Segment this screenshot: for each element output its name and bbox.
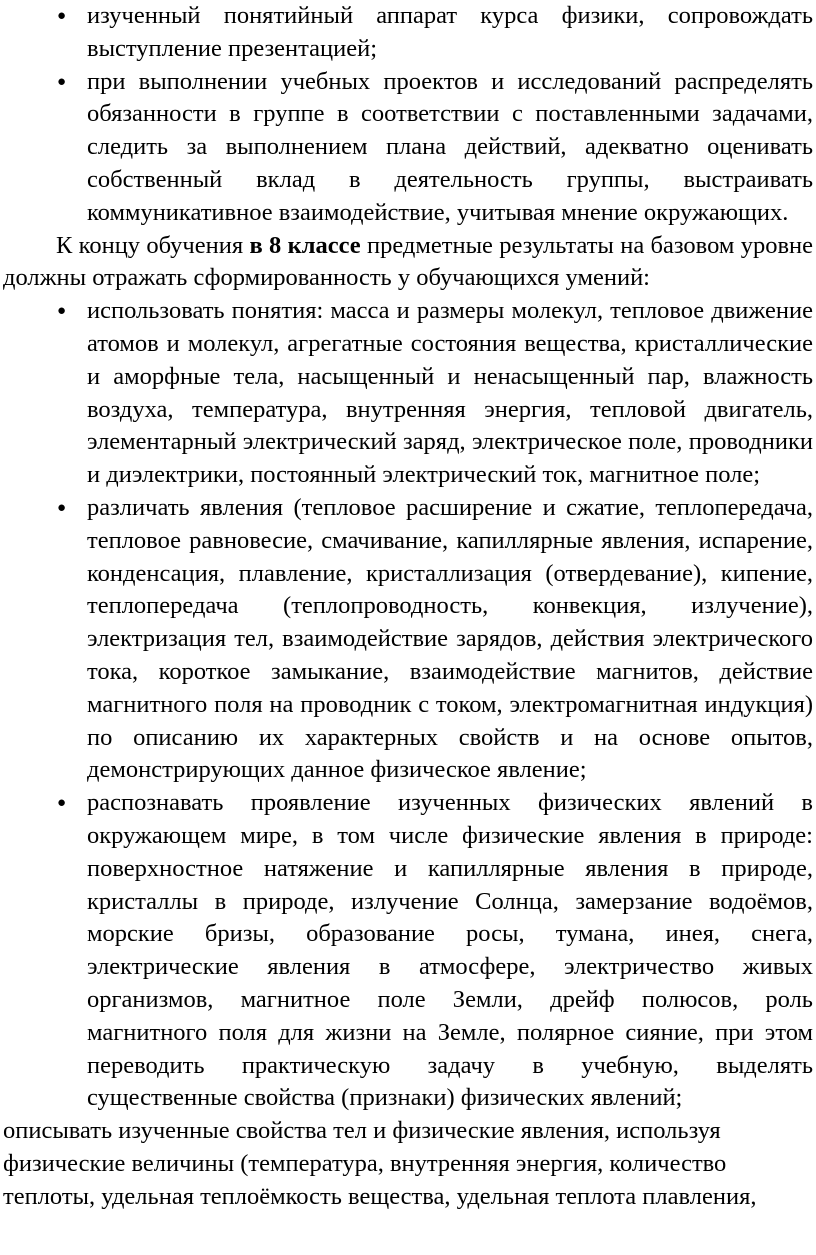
list-item [57,0,813,66]
list-item-text: изученный понятийный аппарат курса физики, сопровождать выступление презентацией; [87,2,813,62]
list-item-text: при выполнении учебных проектов и исследований распределять обязанности в группе в соответствии с поставленными задачами, следить за выполнением плана действий, адекватно оценивать собственный вклад в деятельность группы, выстраивать коммуникативное взаимодействие, учитывая мнение окружающих. [87,67,813,226]
bullet-icon: ● [57,73,67,90]
list-item [57,295,813,492]
intro-grade-bold: в 8 классе [249,231,361,259]
list-item-text: использовать понятия: масса и размеры молекул, тепловое движение атомов и молекул, агрегатные состояния вещества, кристаллические и аморфные тела, насыщенный и ненасыщенный пар, влажность воздуха, температура, внутренняя энергия, тепловой двигатель, элементарный электрический заряд, электрическое поле, проводники и диэлектрики, постоянный электрический ток, магнитное поле; [87,297,813,489]
list-item [57,66,813,230]
list-item [57,787,813,1115]
main-bullet-list [3,295,813,1115]
top-bullet-list [3,0,813,230]
trailing-line: физические величины (температура, внутренняя энергия, количество [3,1149,727,1177]
list-item-text: распознавать проявление изученных физических явлений в окружающем мире, в том числе физические явления в природе: поверхностное натяжение и капиллярные явления в природе, кристаллы в природе, излучение Солнца, замерзание водоёмов, морские бризы, образование росы, тумана, инея, снега, электрические явления в атмосфере, электричество живых организмов, магнитное поле Земли, дрейф полюсов, роль магнитного поля для жизни на Земле, полярное сияние, при этом переводить практическую задачу в учебную, выделять существенные свойства (признаки) физических явлений; [87,789,813,1112]
intro-text-after: предметные результаты на базовом уровне должны отражать сформированность у обучающихся умений: [3,231,814,292]
intro-text-before: К концу обучения [56,231,250,259]
trailing-line: теплоты, удельная теплоёмкость вещества, удельная теплота плавления, [3,1182,757,1210]
trailing-line: описывать изученные свойства тел и физические явления, используя [3,1117,721,1145]
bullet-icon: ● [57,303,67,320]
bullet-icon: ● [57,8,67,24]
intro-paragraph [3,230,813,296]
list-item-text: различать явления (тепловое расширение и сжатие, теплопередача, тепловое равновесие, смачивание, капиллярные явления, испарение, конденсация, плавление, кристаллизация (отвердевание), кипение, теплопередача (теплопроводность, конвекция, излучение), электризация тел, взаимодействие зарядов, действия электрического тока, короткое замыкание, взаимодействие магнитов, действие магнитного поля на проводник с током, электромагнитная индукция) по описанию их характерных свойств и на основе опытов, демонстрирующих данное физическое явление; [87,493,813,784]
bullet-icon: ● [57,795,67,812]
bullet-icon: ● [57,499,67,516]
list-item [57,492,813,787]
